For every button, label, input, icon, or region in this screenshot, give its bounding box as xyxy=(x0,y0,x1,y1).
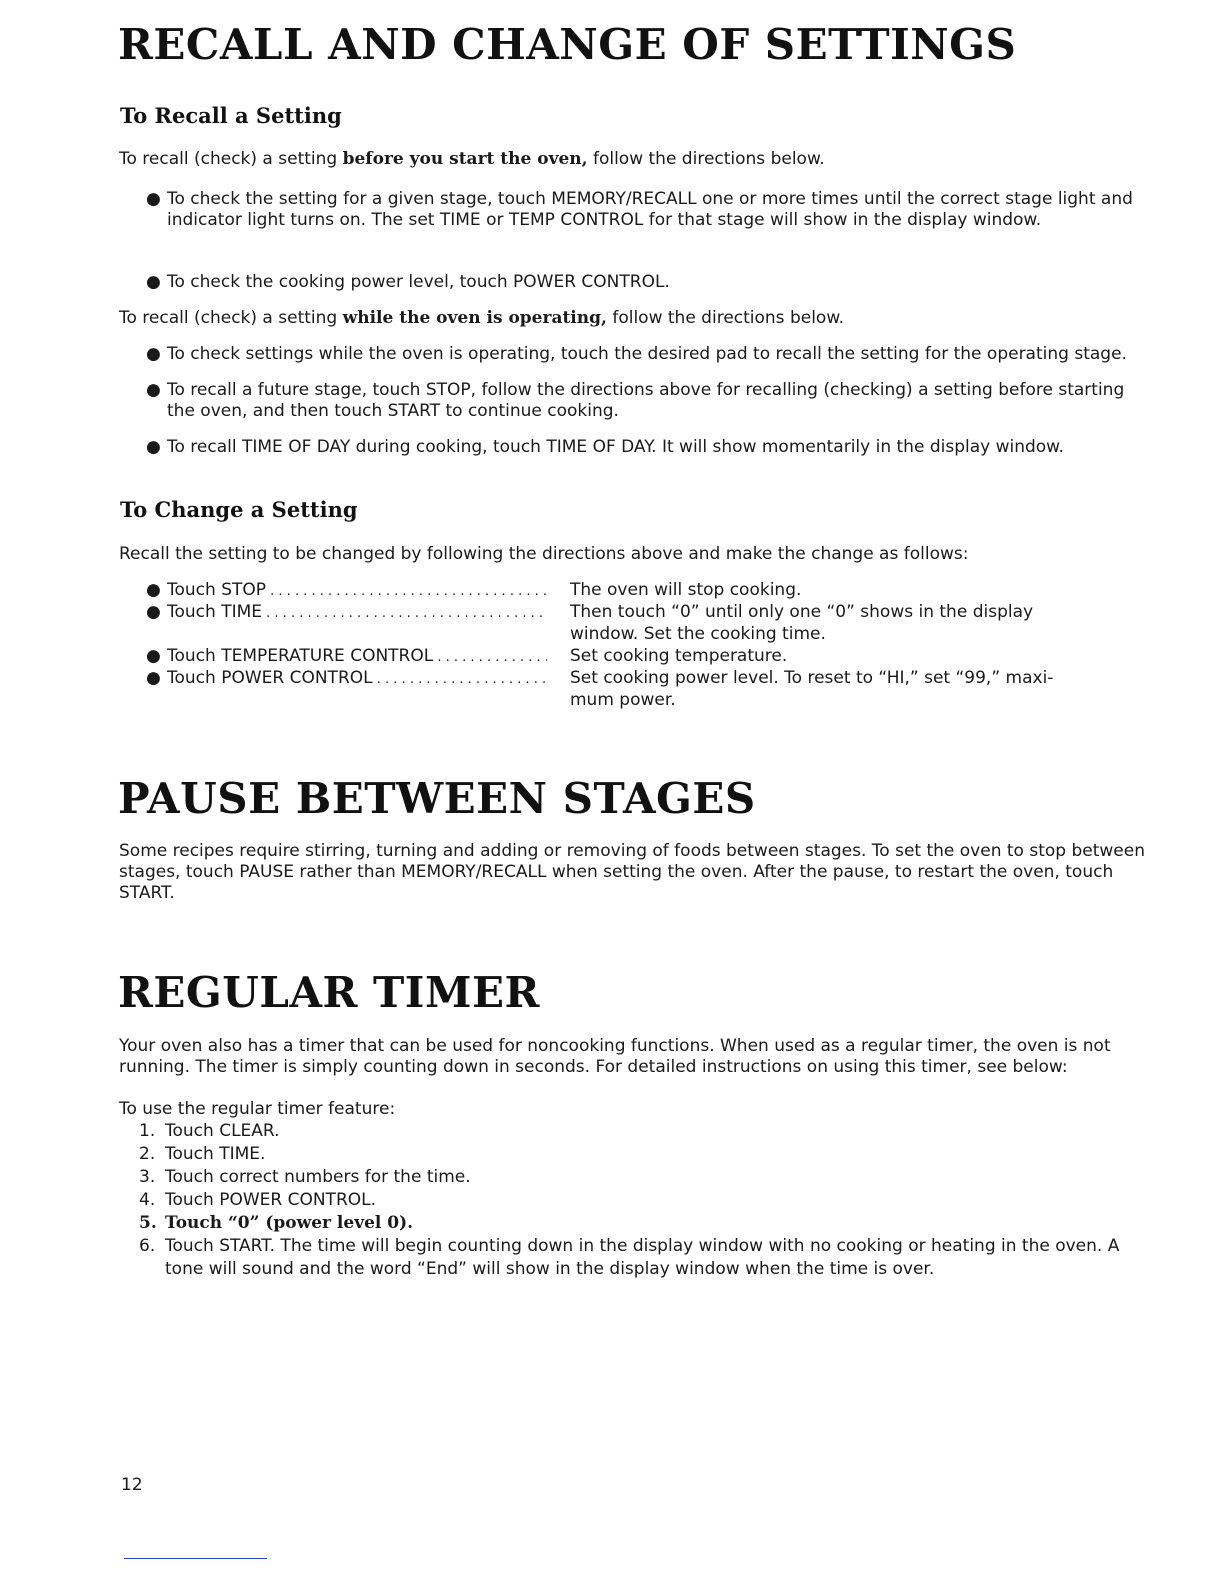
timer-body: Your oven also has a timer that can be used for noncooking functions. When used as a regular timer, the oven is not running. The timer is simply counting down in seconds. For detailed instructions on using this timer, see below: xyxy=(119,1036,1111,1077)
bullet-icon: ● xyxy=(146,380,161,400)
step-number: 4. xyxy=(139,1190,156,1210)
change-action: Touch STOP . . . xyxy=(167,579,547,603)
subheading-change: To Change a Setting xyxy=(120,497,358,522)
change-result: The oven will stop cooking. xyxy=(570,580,802,600)
change-row xyxy=(146,579,1086,601)
change-action: Touch POWER CONTROL . . . xyxy=(167,667,547,691)
timer-step xyxy=(119,1120,1149,1143)
timer-step xyxy=(119,1143,1149,1166)
page-number: 12 xyxy=(121,1475,143,1495)
intro-text: follow the directions below. xyxy=(606,308,845,328)
bullet-item xyxy=(146,272,1146,293)
intro-emphasis: while the oven is operating, xyxy=(342,308,607,328)
bullet-item xyxy=(146,380,1146,422)
change-result: Then touch “0” until only one “0” shows in the display window. Set the cooking time. xyxy=(570,602,1034,644)
timer-step xyxy=(119,1166,1149,1189)
timer-step xyxy=(119,1189,1149,1212)
timer-step xyxy=(119,1212,1149,1235)
change-row xyxy=(146,667,1086,711)
step-text: Touch START. The time will begin counting down in the display window with no cooking or heating in the oven. A tone will sound and the word “End” will show in the display window when the time is over. xyxy=(165,1236,1120,1279)
bullet-icon: ● xyxy=(146,580,161,600)
step-text: Touch correct numbers for the time. xyxy=(165,1167,471,1187)
subheading-recall: To Recall a Setting xyxy=(120,103,342,128)
change-result: Set cooking temperature. xyxy=(570,646,788,666)
change-result: Set cooking power level. To reset to “HI,” set “99,” maxi-mum power. xyxy=(570,668,1054,710)
bullet-icon: ● xyxy=(146,189,161,209)
change-action: Touch TIME . . . xyxy=(167,601,547,625)
section-title-pause: PAUSE BETWEEN STAGES xyxy=(118,774,756,823)
bullet-icon: ● xyxy=(146,272,161,292)
timer-step xyxy=(119,1235,1149,1281)
recall-intro-before xyxy=(119,149,1149,170)
change-table xyxy=(146,579,1086,711)
bullet-icon: ● xyxy=(146,602,161,622)
bullet-icon: ● xyxy=(146,437,161,457)
step-number: 2. xyxy=(139,1144,156,1164)
change-intro: Recall the setting to be changed by following the directions above and make the change as follows: xyxy=(119,544,969,564)
section-title-recall-change: RECALL AND CHANGE OF SETTINGS xyxy=(118,20,1017,69)
footer-divider xyxy=(124,1558,267,1559)
recall-intro-during xyxy=(119,308,1149,329)
bullet-icon: ● xyxy=(146,344,161,364)
bullet-text: To check the cooking power level, touch POWER CONTROL. xyxy=(167,272,670,292)
change-row xyxy=(146,601,1086,645)
step-number: 5. xyxy=(139,1213,157,1233)
step-text: Touch POWER CONTROL. xyxy=(165,1190,377,1210)
change-action: Touch TEMPERATURE CONTROL . . . xyxy=(167,645,547,669)
timer-steps xyxy=(119,1120,1149,1281)
intro-text: To recall (check) a setting xyxy=(119,308,343,328)
section-title-timer: REGULAR TIMER xyxy=(118,968,540,1017)
bullet-icon: ● xyxy=(146,646,161,666)
intro-emphasis: before you start the oven, xyxy=(342,149,588,169)
bullet-text: To recall TIME OF DAY during cooking, touch TIME OF DAY. It will show momentarily in the display window. xyxy=(167,437,1064,457)
step-number: 6. xyxy=(139,1236,156,1256)
bullet-icon: ● xyxy=(146,668,161,688)
step-number: 1. xyxy=(139,1121,156,1141)
bullet-text: To recall a future stage, touch STOP, follow the directions above for recalling (checking) a setting before starting the oven, and then touch START to continue cooking. xyxy=(167,380,1125,421)
intro-text: To recall (check) a setting xyxy=(119,149,343,169)
bullet-text: To check the setting for a given stage, touch MEMORY/RECALL one or more times until the correct stage light and indicator light turns on. The set TIME or TEMP CONTROL for that stage will show in the display window. xyxy=(167,189,1133,230)
bullet-item xyxy=(146,437,1146,458)
step-text: Touch “0” (power level 0). xyxy=(165,1213,414,1233)
step-text: Touch TIME. xyxy=(165,1144,266,1164)
intro-text: follow the directions below. xyxy=(587,149,825,169)
bullet-text: To check settings while the oven is operating, touch the desired pad to recall the setting for the operating stage. xyxy=(167,344,1127,364)
timer-steps-intro: To use the regular timer feature: xyxy=(119,1099,396,1119)
change-row xyxy=(146,645,1086,667)
bullet-item xyxy=(146,344,1146,365)
bullet-item xyxy=(146,189,1146,231)
step-text: Touch CLEAR. xyxy=(165,1121,280,1141)
step-number: 3. xyxy=(139,1167,156,1187)
pause-body: Some recipes require stirring, turning and adding or removing of foods between stages. To set the oven to stop between stages, touch PAUSE rather than MEMORY/RECALL when setting the oven. After the pause, to restart the oven, touch START. xyxy=(119,841,1145,903)
